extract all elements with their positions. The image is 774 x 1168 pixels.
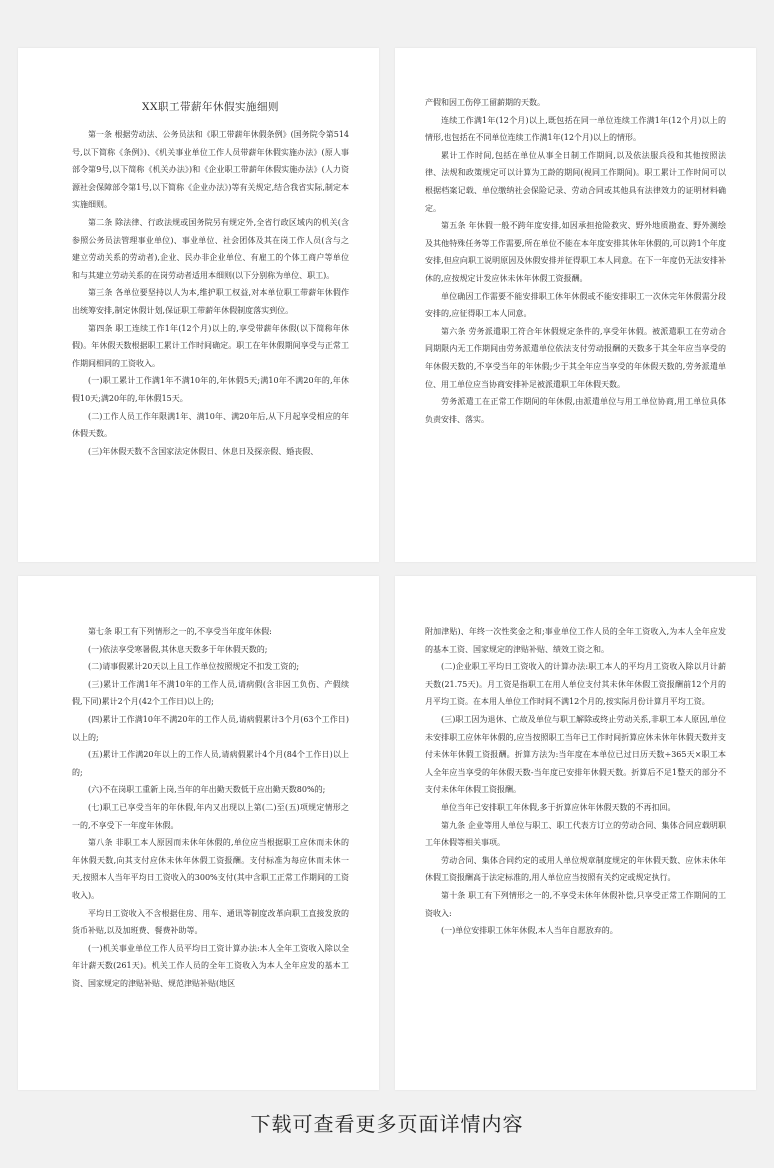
document-page-2 xyxy=(395,48,756,562)
body-paragraph: (一)职工累计工作满1年不满10年的,年休假5天;满10年不满20年的,年休假10天;满20年的,年休假15天。 xyxy=(72,376,349,403)
body-paragraph: (二)请事假累计20天以上且工作单位按照规定不扣发工资的; xyxy=(88,662,300,672)
body-paragraph: 第一条 根据劳动法、公务员法和《职工带薪年休假条例》(国务院令第514号,以下简称《条例》)、《机关事业单位工作人员带薪年休假实施办法》(原人事部令第9号,以下简称《机关办法》)和《企业职工带薪年休假实施办法》(人力资源社会保障部令第1号,以下简称《企业办法》)等有关规定,结合我省实际,制定本实施细则。 xyxy=(72,130,349,210)
body-paragraph: 单位当年已安排职工年休假,多于折算应休年休假天数的不再扣回。 xyxy=(441,802,676,812)
body-paragraph: 第二条 除法律、行政法规或国务院另有规定外,全省行政区域内的机关(含参照公务员法管理事业单位)、事业单位、社会团体及其在岗工作人员(含与之建立劳动关系的劳动者),企业、民办非企业单位、有雇工的个体工商户等单位和与其建立劳动关系的在岗劳动者适用本细则(以下分别称为单位、职工)。 xyxy=(72,217,349,280)
body-paragraph: 第四条 职工连续工作1年(12个月)以上的,享受带薪年休假(以下简称年休假)。年休假天数根据职工累计工作时间确定。职工在年休假期间享受与正常工作期间相同的工资收入。 xyxy=(72,323,349,368)
body-paragraph: 单位确因工作需要不能安排职工休年休假或不能安排职工一次休完年休假需分段安排的,应征得职工本人同意。 xyxy=(425,291,726,319)
document-page-1 xyxy=(18,48,379,562)
body-paragraph: 第三条 各单位要坚持以人为本,维护职工权益,对本单位职工带薪年休假作出统筹安排,制定休假计划,保证职工带薪年休假制度落实到位。 xyxy=(72,288,349,315)
document-title: XX职工带薪年休假实施细则 xyxy=(142,101,279,113)
body-paragraph: 产假和因工伤停工留薪期的天数。 xyxy=(425,98,545,107)
body-paragraph: (四)累计工作满10年不满20年的工作人员,请病假累计3个月(63个工作日)以上的; xyxy=(72,714,349,742)
body-paragraph: 连续工作满1年(12个月)以上,既包括在同一单位连续工作满1年(12个月)以上的情形,也包括在不同单位连续工作满1年(12个月)以上的情形。 xyxy=(425,115,726,143)
body-paragraph: (七)职工已享受当年的年休假,年内又出现以上第(二)至(五)项规定情形之一的,不享受下一年度年休假。 xyxy=(72,802,349,830)
body-paragraph: 附加津贴)、年终一次性奖金之和;事业单位工作人员的全年工资收入,为本人全年应发的基本工资、国家规定的津贴补贴、绩效工资之和。 xyxy=(425,627,726,654)
body-paragraph: (三)职工因为退休、亡故及单位与职工解除或终止劳动关系,非职工本人原因,单位未安排职工应休年休假的,应当按照职工当年已工作时间折算应休未休年休假天数并支付未休年休假工资报酬。折算方法为:当年度在本单位已过日历天数÷365天×职工本人全年应当享受的年休假天数-当年度已安排年休假天数。折算后不足1整天的部分不支付未休年休假工资报酬。 xyxy=(425,714,726,795)
body-paragraph: 第九条 企业等用人单位与职工、职工代表方订立的劳动合同、集体合同应载明职工年休假等相关事项。 xyxy=(425,820,726,848)
body-paragraph: (三)累计工作满1年不满10年的工作人员,请病假(含非因工负伤、产假续假,下同)累计2个月(42个工作日)以上的; xyxy=(72,679,349,707)
body-paragraph: (六)不在岗职工重新上岗,当年的年出勤天数低于应出勤天数80%的; xyxy=(88,785,326,795)
body-paragraph: (三)年休假天数不含国家法定休假日、休息日及探亲假、婚丧假、 xyxy=(88,446,319,456)
page-3-body xyxy=(72,623,349,992)
document-page-3 xyxy=(18,576,379,1090)
body-paragraph: 累计工作时间,包括在单位从事全日制工作期间,以及依法服兵役和其他按照法律、法规和政策规定可以计算为工龄的期间(视同工作期间)。职工累计工作时间可以根据档案记载、单位缴纳社会保险记录、劳动合同或其他具有法律效力的证明材料确定。 xyxy=(425,150,726,213)
body-paragraph: (一)依法享受寒暑假,其休息天数多于年休假天数的; xyxy=(88,644,268,654)
body-paragraph: (一)机关事业单位工作人员平均日工资计算办法:本人全年工资收入除以全年计薪天数(261天)。机关工作人员的全年工资收入为本人全年应发的基本工资、国家规定的津贴补贴、规范津贴补贴(地区 xyxy=(72,943,349,988)
download-more-link[interactable]: 下载可查看更多页面详情内容 xyxy=(250,1112,524,1136)
body-paragraph: (五)累计工作满20年以上的工作人员,请病假累计4个月(84个工作日)以上的; xyxy=(72,750,349,777)
body-paragraph: 劳动合同、集体合同约定的或用人单位规章制度规定的年休假天数、应休未休年休假工资报酬高于法定标准的,用人单位应当按照有关约定或规定执行。 xyxy=(425,855,726,883)
body-paragraph: 劳务派遣工在正常工作期间的年休假,由派遣单位与用工单位协商,用工单位具体负责安排、落实。 xyxy=(425,397,726,424)
body-paragraph: 第五条 年休假一般不跨年度安排,如因承担抢险救灾、野外地质勘查、野外测绘及其他特殊任务等工作需要,所在单位不能在本年度安排其休年休假的,可以跨1个年度安排,但应向职工说明原因及休假安排并征得职工本人同意。在下一年度仍无法安排补休的,应按规定计发应休未休年休假工资报酬。 xyxy=(425,221,726,283)
body-paragraph: 第八条 非职工本人原因而未休年休假的,单位应当根据职工应休而未休的年休假天数,向其支付应休未休年休假工资报酬。支付标准为每应休而未休一天,按照本人当年平均日工资收入的300%支付(其中含职工正常工作期间的工资收入)。 xyxy=(72,838,349,900)
body-paragraph: (二)企业职工平均日工资收入的计算办法:职工本人的平均月工资收入除以月计薪天数(21.75天)。月工资是指职工在用人单位支付其未休年休假工资报酬前12个月的月平均工资。在本用人单位工作时间不满12个月的,按实际月份计算月平均工资。 xyxy=(425,662,726,707)
body-paragraph: (一)单位安排职工休年休假,本人当年自愿放弃的。 xyxy=(441,926,618,936)
body-paragraph: 平均日工资收入不含根据住房、用车、通讯等制度改革向职工直接发放的货币补贴,以及加班费、餐费补助等。 xyxy=(72,908,349,936)
body-paragraph: 第七条 职工有下列情形之一的,不享受当年度年休假: xyxy=(88,627,272,636)
body-paragraph: (二)工作人员工作年限满1年、满10年、满20年后,从下月起享受相应的年休假天数。 xyxy=(72,411,349,439)
body-paragraph: 第六条 劳务派遣职工符合年休假规定条件的,享受年休假。被派遣职工在劳动合同期限内无工作期间由劳务派遣单位依法支付劳动报酬的天数多于其全年应当享受的年休假天数的,不享受当年的年休假;少于其全年应当享受的年休假天数的,劳务派遣单位、用工单位应当协商安排补足被派遣职工年休假天数。 xyxy=(425,326,726,389)
page-1-body xyxy=(72,126,349,460)
body-paragraph: 第十条 职工有下列情形之一的,不享受未休年休假补偿,只享受正常工作期间的工资收入: xyxy=(425,890,726,918)
page-2-body xyxy=(425,94,726,428)
page-4-body xyxy=(425,623,726,940)
document-page-4 xyxy=(395,576,756,1090)
